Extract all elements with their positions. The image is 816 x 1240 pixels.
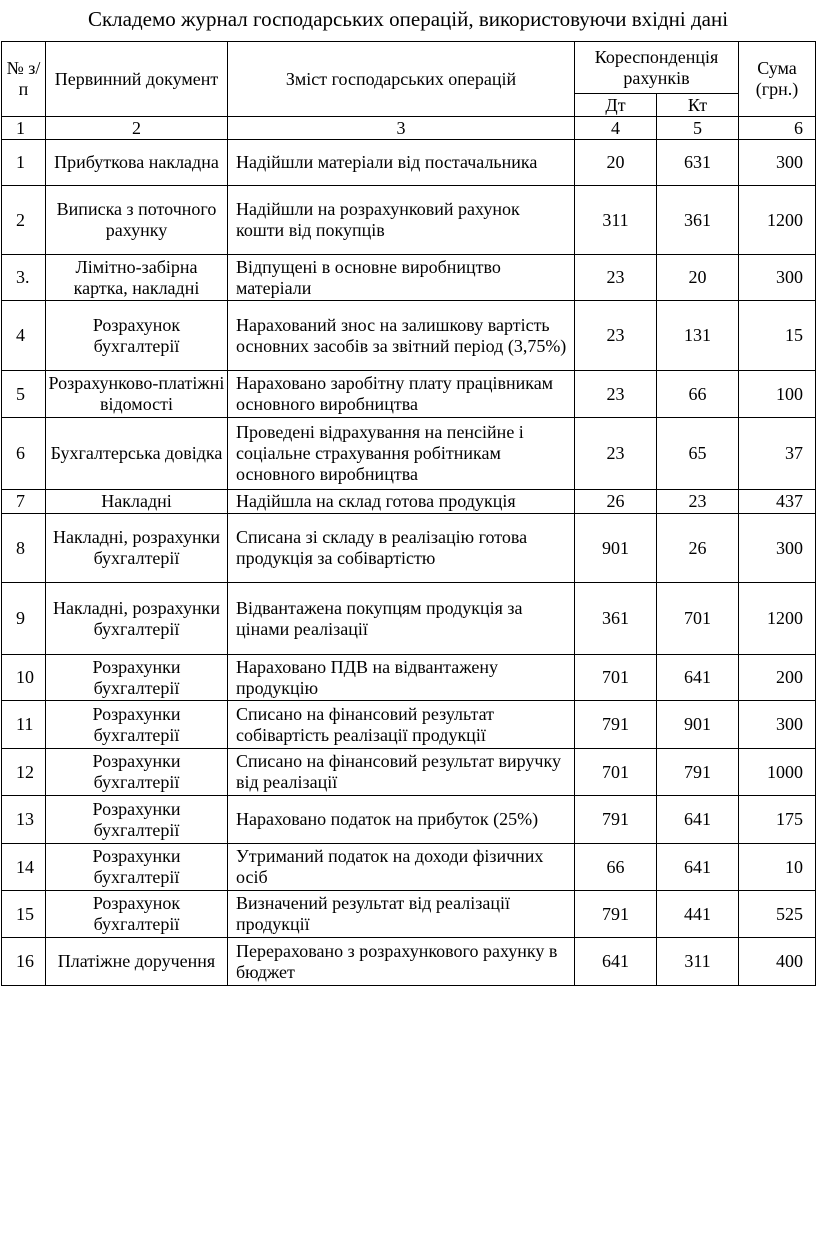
row-description: Відвантажена покупцям продукція за цінами реалізації	[228, 583, 575, 655]
row-number: 10	[2, 655, 46, 701]
table-row	[2, 255, 816, 301]
row-description: Списано на фінансовий результат собівартість реалізації продукції	[228, 701, 575, 749]
row-description: Нараховано податок на прибуток (25%)	[228, 796, 575, 844]
table-row	[2, 301, 816, 371]
row-description: Нарахований знос на залишкову вартість основних засобів за звітний період (3,75%)	[228, 301, 575, 371]
table-row	[2, 186, 816, 255]
row-sum: 10	[739, 844, 816, 891]
column-index: 4	[575, 117, 657, 140]
row-description: Надійшли на розрахунковий рахунок кошти від покупців	[228, 186, 575, 255]
row-description: Проведені відрахування на пенсійне і соціальне страхування робітникам основного виробництва	[228, 418, 575, 490]
row-number: 1	[2, 140, 46, 186]
row-description: Нараховано ПДВ на відвантажену продукцію	[228, 655, 575, 701]
header-description: Зміст господарських операцій	[228, 42, 575, 117]
row-sum: 37	[739, 418, 816, 490]
row-sum: 437	[739, 490, 816, 514]
row-credit: 631	[657, 140, 739, 186]
operations-journal-table	[1, 41, 816, 986]
header-credit: Кт	[657, 94, 739, 117]
row-debit: 66	[575, 844, 657, 891]
column-index: 6	[739, 117, 816, 140]
row-description: Визначений результат від реалізації продукції	[228, 891, 575, 938]
row-sum: 300	[739, 514, 816, 583]
row-description: Списана зі складу в реалізацію готова продукція за собівартістю	[228, 514, 575, 583]
row-sum: 100	[739, 371, 816, 418]
row-number: 15	[2, 891, 46, 938]
row-description: Відпущені в основне виробництво матеріали	[228, 255, 575, 301]
row-document: Бухгалтерська довідка	[46, 418, 228, 490]
row-sum: 400	[739, 938, 816, 986]
row-document: Накладні	[46, 490, 228, 514]
column-index: 2	[46, 117, 228, 140]
row-number: 5	[2, 371, 46, 418]
row-description: Утриманий податок на доходи фізичних осіб	[228, 844, 575, 891]
row-debit: 23	[575, 301, 657, 371]
row-sum: 300	[739, 701, 816, 749]
row-number: 6	[2, 418, 46, 490]
row-sum: 15	[739, 301, 816, 371]
row-debit: 701	[575, 749, 657, 796]
row-document: Розрахунки бухгалтерії	[46, 844, 228, 891]
column-index: 1	[2, 117, 46, 140]
row-document: Розрахунки бухгалтерії	[46, 655, 228, 701]
row-credit: 901	[657, 701, 739, 749]
row-credit: 641	[657, 796, 739, 844]
row-document: Виписка з поточного рахунку	[46, 186, 228, 255]
row-sum: 300	[739, 255, 816, 301]
row-credit: 65	[657, 418, 739, 490]
row-credit: 66	[657, 371, 739, 418]
row-document: Прибуткова накладна	[46, 140, 228, 186]
row-debit: 20	[575, 140, 657, 186]
row-document: Розрахунково-платіжні відомості	[46, 371, 228, 418]
table-row	[2, 140, 816, 186]
row-sum: 175	[739, 796, 816, 844]
row-number: 11	[2, 701, 46, 749]
row-number: 9	[2, 583, 46, 655]
row-sum: 200	[739, 655, 816, 701]
row-number: 2	[2, 186, 46, 255]
row-debit: 641	[575, 938, 657, 986]
table-row	[2, 938, 816, 986]
row-number: 13	[2, 796, 46, 844]
table-row	[2, 796, 816, 844]
page-title: Складемо журнал господарських операцій, використовуючи вхідні дані	[87, 7, 729, 31]
row-credit: 361	[657, 186, 739, 255]
row-description: Надійшла на склад готова продукція	[228, 490, 575, 514]
row-debit: 23	[575, 255, 657, 301]
row-description: Перераховано з розрахункового рахунку в бюджет	[228, 938, 575, 986]
row-debit: 701	[575, 655, 657, 701]
table-row	[2, 490, 816, 514]
row-document: Платіжне доручення	[46, 938, 228, 986]
row-debit: 791	[575, 701, 657, 749]
row-credit: 20	[657, 255, 739, 301]
row-number: 12	[2, 749, 46, 796]
table-row	[2, 891, 816, 938]
header-num: № з/п	[2, 42, 46, 117]
table-row	[2, 371, 816, 418]
header-correspondence: Кореспонденція рахунків	[575, 42, 739, 94]
row-number: 14	[2, 844, 46, 891]
row-credit: 131	[657, 301, 739, 371]
table-row	[2, 418, 816, 490]
table-row	[2, 655, 816, 701]
header-sum: Сума (грн.)	[739, 42, 816, 117]
row-document: Лімітно-забірна картка, накладні	[46, 255, 228, 301]
row-debit: 23	[575, 371, 657, 418]
column-index: 3	[228, 117, 575, 140]
row-sum: 525	[739, 891, 816, 938]
row-debit: 361	[575, 583, 657, 655]
row-document: Розрахунок бухгалтерії	[46, 891, 228, 938]
row-credit: 441	[657, 891, 739, 938]
row-debit: 23	[575, 418, 657, 490]
row-description: Надійшли матеріали від постачальника	[228, 140, 575, 186]
row-number: 16	[2, 938, 46, 986]
row-number: 8	[2, 514, 46, 583]
row-number: 3.	[2, 255, 46, 301]
table-row	[2, 514, 816, 583]
row-sum: 300	[739, 140, 816, 186]
row-debit: 791	[575, 796, 657, 844]
table-row	[2, 583, 816, 655]
column-index-row	[2, 117, 816, 140]
header-debit: Дт	[575, 94, 657, 117]
table-row	[2, 701, 816, 749]
row-document: Розрахунок бухгалтерії	[46, 301, 228, 371]
row-credit: 701	[657, 583, 739, 655]
row-debit: 26	[575, 490, 657, 514]
column-index: 5	[657, 117, 739, 140]
row-document: Розрахунки бухгалтерії	[46, 701, 228, 749]
row-credit: 26	[657, 514, 739, 583]
row-sum: 1200	[739, 186, 816, 255]
row-sum: 1000	[739, 749, 816, 796]
table-row	[2, 844, 816, 891]
row-credit: 23	[657, 490, 739, 514]
row-credit: 641	[657, 844, 739, 891]
row-document: Розрахунки бухгалтерії	[46, 796, 228, 844]
row-debit: 901	[575, 514, 657, 583]
row-number: 7	[2, 490, 46, 514]
header-document: Первинний документ	[46, 42, 228, 117]
row-document: Накладні, розрахунки бухгалтерії	[46, 514, 228, 583]
row-sum: 1200	[739, 583, 816, 655]
row-credit: 641	[657, 655, 739, 701]
row-number: 4	[2, 301, 46, 371]
table-row	[2, 749, 816, 796]
row-debit: 791	[575, 891, 657, 938]
row-description: Списано на фінансовий результат виручку від реалізації	[228, 749, 575, 796]
row-credit: 311	[657, 938, 739, 986]
header-row	[2, 42, 816, 94]
row-document: Розрахунки бухгалтерії	[46, 749, 228, 796]
row-document: Накладні, розрахунки бухгалтерії	[46, 583, 228, 655]
row-credit: 791	[657, 749, 739, 796]
row-debit: 311	[575, 186, 657, 255]
row-description: Нараховано заробітну плату працівникам основного виробництва	[228, 371, 575, 418]
